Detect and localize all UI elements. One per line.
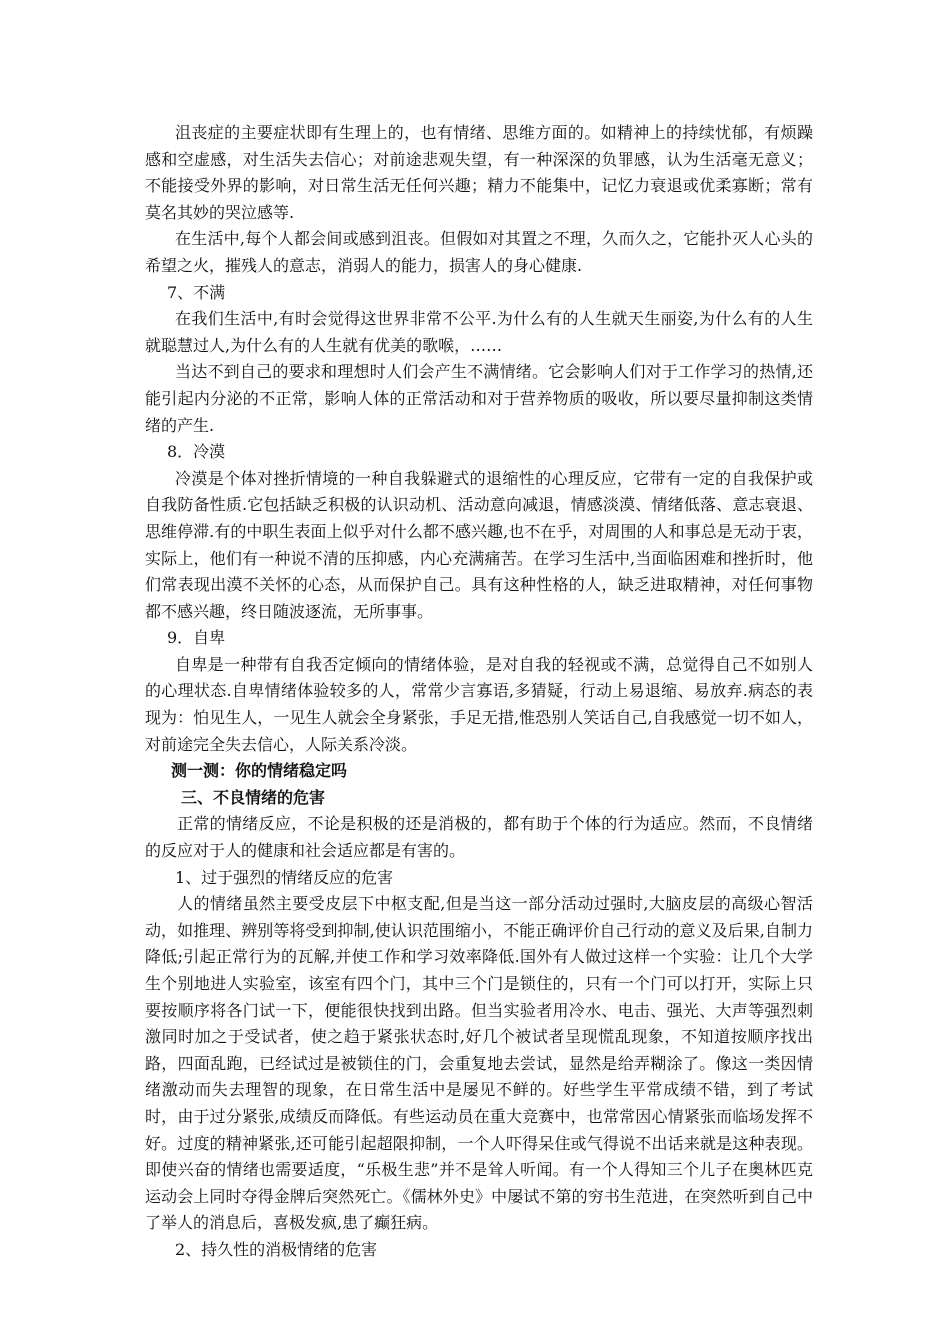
document-page: [145, 120, 813, 1264]
paragraph-strong-reactions: 人的情绪虽然主要受皮层下中枢支配,但是当这一部分活动过强时,大脑皮层的高级心智活动，如推理、辨别等将受到抑制,使认识范围缩小，不能正确评价自己行动的意义及后果,自制力降低;引起正常行为的瓦解,并使工作和学习效率降低.国外有人做过这样一个实验：让几个大学生个别地进人实验室，该室有四个门，其中三个门是锁住的，只有一个门可以打开，实际上只要按顺序将各门试一下，便能很快找到出路。但当实验者用冷水、电击、强光、大声等强烈刺激同时加之于受试者，使之趋于紧张状态时,好几个被试者呈现慌乱现象，不知道按顺序找出路，四面乱跑，已经试过是被锁住的门，会重复地去尝试，显然是给弄糊涂了。像这一类因情绪激动而失去理智的现象，在日常生活中是屡见不鲜的。好些学生平常成绩不错，到了考试时，由于过分紧张,成绩反而降低。有些运动员在重大竞赛中，也常常因心情紧张而临场发挥不好。过度的精神紧张,还可能引起超限抑制，一个人吓得呆住或气得说不出话来就是这种表现。即使兴奋的情绪也需要适度，“乐极生悲”并不是耸人听闻。有一个人得知三个儿子在奥林匹克运动会上同时夺得金牌后突然死亡。《儒林外史》中屡试不第的穷书生范进，在突然听到自己中了举人的消息后，喜极发疯,患了癫狂病。: [145, 894, 813, 1233]
paragraph-depression-harm: 在生活中,每个人都会间或感到沮丧。但假如对其置之不理，久而久之，它能扑灭人心头的希望之火，摧残人的意志，消弱人的能力，损害人的身心健康.: [145, 229, 813, 275]
heading-apathy: 8．冷漠: [167, 442, 226, 462]
paragraph-unfair-world: 在我们生活中,有时会觉得这世界非常不公平.为什么有的人生就天生丽姿,为什么有的人生就聪慧过人,为什么有的人生就有优美的歌喉，……: [145, 309, 813, 355]
paragraph-depression-symptoms: 沮丧症的主要症状即有生理上的，也有情绪、思维方面的。如精神上的持续忧郁，有烦躁感和空虚感，对生活失去信心；对前途悲观失望，有一种深深的负罪感，认为生活毫无意义；不能接受外界的影响，对日常生活无任何兴趣；精力不能集中，记忆力衰退或优柔寡断；常有莫名其妙的哭泣感等.: [145, 123, 813, 222]
paragraph-inferiority: 自卑是一种带有自我否定倾向的情绪体验，是对自我的轻视或不满，总觉得自己不如别人的心理状态.自卑情绪体验较多的人，常常少言寡语,多猜疑，行动上易退缩、易放弃.病态的表现为：怕见生人，一见生人就会全身紧张，手足无措,惟恐别人笑话自己,自我感觉一切不如人，对前途完全失去信心，人际关系冷淡。: [145, 654, 813, 754]
paragraph-apathy: 冷漠是个体对挫折情境的一种自我躲避式的退缩性的心理反应，它带有一定的自我保护或自我防备性质.它包括缺乏积极的认识动机、活动意向减退，情感淡漠、情绪低落、意志衰退、思维停滞.有的中职生表面上似乎对什么都不感兴趣,也不在乎，对周围的人和事总是无动于衷，实际上，他们有一种说不清的压抑感，内心充满痛苦。在学习生活中,当面临困难和挫折时，他们常表现出漠不关怀的心态，从而保护自己。具有这种性格的人，缺乏进取精神，对任何事物都不感兴趣，终日随波逐流，无所事事。: [145, 468, 813, 621]
paragraph-normal-reactions: 正常的情绪反应，不论是积极的还是消极的，都有助于个体的行为适应。然而，不良情绪的反应对于人的健康和社会适应都是有害的。: [145, 814, 813, 861]
heading-dissatisfaction: 7、不满: [167, 282, 226, 302]
heading-strong-reactions: 1、过于强烈的情绪反应的危害: [175, 867, 394, 887]
heading-self-test: 测一测：你的情绪稳定吗: [171, 761, 348, 781]
heading-inferiority: 9．自卑: [167, 628, 226, 648]
heading-persistent-negative: 2、持久性的消极情绪的危害: [175, 1239, 378, 1259]
heading-section-three: 三、不良情绪的危害: [181, 787, 326, 807]
paragraph-dissatisfaction-effects: 当达不到自己的要求和理想时人们会产生不满情绪。它会影响人们对于工作学习的热情,还能引起内分泌的不正常，影响人体的正常活动和对于营养物质的吸收，所以要尽量抑制这类情绪的产生.: [145, 362, 813, 435]
